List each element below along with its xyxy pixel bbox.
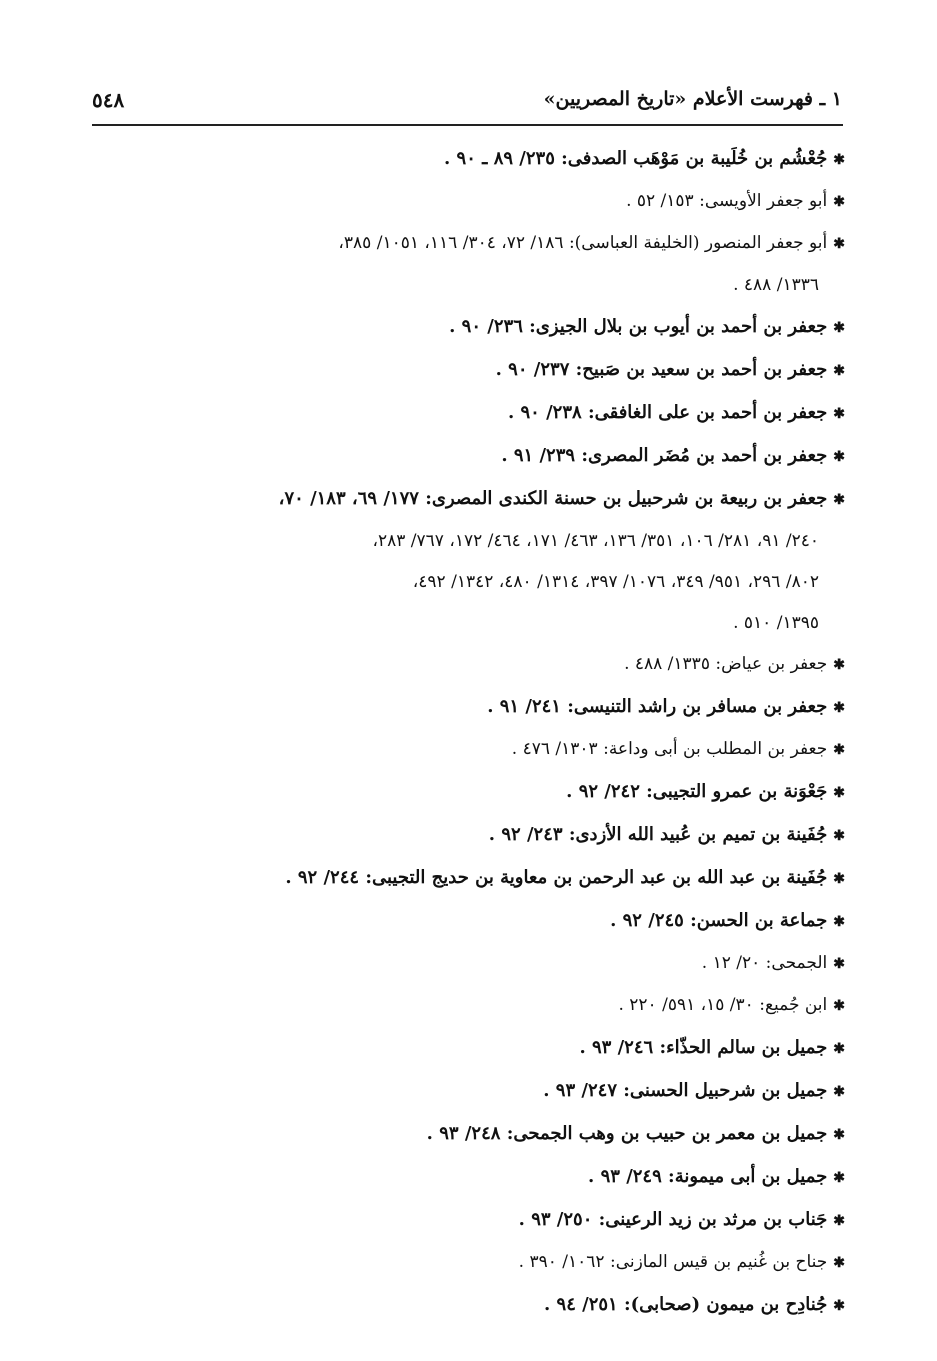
index-entries [85, 138, 845, 1327]
index-entry [85, 306, 845, 349]
index-entry-text: جعفر بن ربيعة بن شرحبيل بن حسنة الكندى المصرى: ١٧٧/ ٦٩، ١٨٣/ ٧٠، [278, 488, 828, 509]
index-entry-text: جناح بن غُنيم بن قيس المازنى: ١٠٦٢/ ٣٩٠ . [518, 1252, 828, 1272]
index-entry [85, 1156, 845, 1199]
bullet-star-icon: ✱ [833, 956, 845, 972]
bullet-star-icon: ✱ [833, 449, 845, 465]
index-entry-text: جميل بن شرحبيل الحسنى: ٢٤٧/ ٩٣ . [543, 1080, 828, 1101]
index-entry-continuation [85, 603, 845, 644]
index-entry [85, 900, 845, 943]
bullet-star-icon: ✱ [833, 236, 845, 252]
index-entry [85, 478, 845, 521]
index-entry-text: جعفر بن مسافر بن راشد التنيسى: ٢٤١/ ٩١ . [487, 696, 828, 717]
index-entry [85, 857, 845, 900]
index-entry-text: جَعْوَنة بن عمرو التجيبى: ٢٤٢/ ٩٢ . [566, 781, 828, 802]
index-entry-text: ١٣٣٦/ ٤٨٨ . [733, 275, 819, 295]
index-entry-continuation [85, 521, 845, 562]
index-entry-text: جعفر بن أحمد بن مُضَر المصرى: ٢٣٩/ ٩١ . [501, 445, 828, 466]
bullet-star-icon: ✱ [833, 871, 845, 887]
index-entry-text: جُفَينة بن عبد الله بن عبد الرحمن بن معاوية بن حديج التجيبى: ٢٤٤/ ٩٢ . [285, 867, 828, 888]
index-entry [85, 138, 845, 181]
index-entry [85, 181, 845, 223]
bullet-star-icon: ✱ [833, 1127, 845, 1143]
index-entry-text: جميل بن سالم الحذّاء: ٢٤٦/ ٩٣ . [579, 1037, 828, 1058]
index-entry [85, 223, 845, 265]
index-entry [85, 435, 845, 478]
index-entry-text: جَناب بن مرثد بن زيد الرعينى: ٢٥٠/ ٩٣ . [518, 1209, 828, 1230]
bullet-star-icon: ✱ [833, 492, 845, 508]
index-entry [85, 1070, 845, 1113]
index-entry [85, 1027, 845, 1070]
bullet-star-icon: ✱ [833, 406, 845, 422]
bullet-star-icon: ✱ [833, 742, 845, 758]
bullet-star-icon: ✱ [833, 828, 845, 844]
index-entry-continuation [85, 265, 845, 306]
index-entry [85, 644, 845, 686]
index-entry [85, 392, 845, 435]
bullet-star-icon: ✱ [833, 914, 845, 930]
index-entry [85, 349, 845, 392]
index-entry-text: جعفر بن أحمد بن سعيد بن صَبيح: ٢٣٧/ ٩٠ . [495, 359, 828, 380]
index-entry-text: أبو جعفر الأويسى: ١٥٣/ ٥٢ . [626, 191, 828, 211]
bullet-star-icon: ✱ [833, 363, 845, 379]
index-entry [85, 1284, 845, 1327]
index-entry-text: جُفَينة بن تميم بن عُبيد الله الأزدى: ٢٤٣/ ٩٢ . [488, 824, 828, 845]
index-entry-text: الجمحى: ٢٠/ ١٢ . [701, 953, 828, 973]
index-entry [85, 814, 845, 857]
index-entry [85, 771, 845, 814]
bullet-star-icon: ✱ [833, 1298, 845, 1314]
index-entry-text: جعفر بن المطلب بن أبى وداعة: ١٣٠٣/ ٤٧٦ . [511, 739, 828, 759]
index-entry-text: جماعة بن الحسن: ٢٤٥/ ٩٢ . [610, 910, 828, 931]
index-entry-text: ١٣٩٥/ ٥١٠ . [733, 613, 819, 633]
index-entry [85, 943, 845, 985]
index-entry-text: جعفر بن أحمد بن أيوب بن بلال الجيزى: ٢٣٦/ ٩٠ . [449, 316, 828, 337]
index-entry [85, 1113, 845, 1156]
index-entry-text: أبو جعفر المنصور (الخليفة العباسى): ١٨٦/ ٧٢، ٣٠٤/ ١١٦، ١٠٥١/ ٣٨٥، [338, 233, 828, 253]
bullet-star-icon: ✱ [833, 1041, 845, 1057]
index-entry-text: جُنادِح بن ميمون (صحابى): ٢٥١/ ٩٤ . [543, 1294, 828, 1315]
bullet-star-icon: ✱ [833, 785, 845, 801]
bullet-star-icon: ✱ [833, 320, 845, 336]
index-entry-text: ٨٠٢/ ٢٩٦، ٩٥١/ ٣٤٩، ١٠٧٦/ ٣٩٧، ١٣١٤/ ٤٨٠، ١٣٤٢/ ٤٩٢، [412, 572, 819, 592]
index-entry-text: جُعْشُم بن خُلَيبة بن مَوْهَب الصدفى: ٢٣٥/ ٨٩ ـ ٩٠ . [443, 148, 828, 169]
running-header [92, 86, 842, 124]
index-entry-text: جميل بن أبى ميمونة: ٢٤٩/ ٩٣ . [588, 1166, 828, 1187]
index-entry [85, 1242, 845, 1284]
index-entry [85, 729, 845, 771]
page-number: ٥٤٨ [92, 88, 125, 112]
bullet-star-icon: ✱ [833, 1170, 845, 1186]
bullet-star-icon: ✱ [833, 1084, 845, 1100]
index-entry [85, 686, 845, 729]
bullet-star-icon: ✱ [833, 1213, 845, 1229]
index-entry-text: جعفر بن أحمد بن على الغافقى: ٢٣٨/ ٩٠ . [507, 402, 828, 423]
header-rule [92, 124, 843, 126]
bullet-star-icon: ✱ [833, 657, 845, 673]
bullet-star-icon: ✱ [833, 194, 845, 210]
bullet-star-icon: ✱ [833, 152, 845, 168]
header-title: ١ ـ فهرست الأعلام «تاريخ المصريين» [543, 88, 842, 110]
index-entry [85, 985, 845, 1027]
index-entry-text: ٢٤٠/ ٩١، ٢٨١/ ١٠٦، ٣٥١/ ١٣٦، ٤٦٣/ ١٧١، ٤٦٤/ ١٧٢، ٧٦٧/ ٢٨٣، [372, 531, 819, 551]
index-entry-continuation [85, 562, 845, 603]
bullet-star-icon: ✱ [833, 700, 845, 716]
index-entry-text: ابن جُميع: ٣٠/ ١٥، ٥٩١/ ٢٢٠ . [618, 995, 828, 1015]
index-entry-text: جميل بن معمر بن حبيب بن وهب الجمحى: ٢٤٨/ ٩٣ . [426, 1123, 828, 1144]
index-entry-text: جعفر بن عياض: ١٣٣٥/ ٤٨٨ . [624, 654, 828, 674]
bullet-star-icon: ✱ [833, 1255, 845, 1271]
index-entry [85, 1199, 845, 1242]
bullet-star-icon: ✱ [833, 998, 845, 1014]
